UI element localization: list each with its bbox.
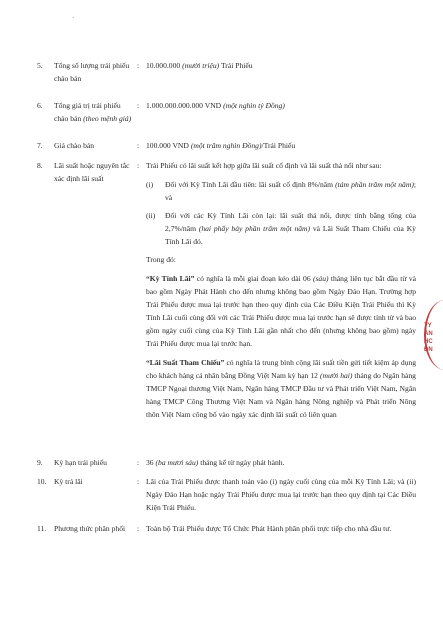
item-label: Giá chào bán (54, 141, 95, 150)
item-value: Lãi của Trái Phiếu được thanh toán vào (i) ngày cuối cùng của mỗi Kỳ Tính Lãi; và (ii) Ngày Đáo Hạn hoặc ngày Trái Phiếu được mua lại trước hạn theo quy định tại Các Điều Kiện Trái Phiếu. (146, 477, 416, 512)
item-value: Toàn bộ Trái Phiếu được Tổ Chức Phát Hành phân phối trực tiếp cho nhà đầu tư. (146, 524, 392, 533)
company-seal (420, 300, 443, 370)
item-label: Kỳ trả lãi (54, 477, 83, 486)
colon: : (137, 524, 140, 533)
intro-text: Trái Phiếu có lãi suất kết hợp giữa lãi suất cố định và lãi suất thả nổi như sau: (146, 161, 382, 170)
item-number: 11. (37, 524, 47, 533)
item-number: 7. (37, 141, 43, 150)
item-label: Phương thức phân phối (54, 524, 126, 533)
item-value: 100.000 VND (một trăm nghìn Đồng)/Trái Phiếu (146, 141, 296, 150)
sub-item-ii: (ii) Đối với các Kỳ Tính Lãi còn lại: lãi suất thả nổi, được tính bằng tổng của 2,7%/năm (hai phẩy bảy phần trăm một năm) và Lãi Suất Tham Chiếu của Kỳ Tính Lãi đó. (146, 211, 416, 246)
item-value: 1.000.000.000.000 VND (một nghìn tỷ Đồng) (146, 101, 285, 110)
item-label: Tổng số lượng trái phiếu chào bán (54, 61, 130, 83)
sub-item-i: (i) Đối với Kỳ Tính Lãi đầu tiên: lãi suất cố định 8%/năm (tám phần trăm một năm); và (146, 180, 416, 202)
item-value: 10.000.000 (mười triệu) Trái Phiếu (146, 61, 253, 70)
item-label: Tổng giá trị trái phiếu chào bán (theo mệnh giá) (54, 101, 132, 123)
sub-marker: (i) (146, 180, 154, 189)
definition-lai-suat-tham-chieu: “Lãi Suất Tham Chiếu” có nghĩa là trung bình cộng lãi suất tiền gửi tiết kiệm áp dụng cho khách hàng cá nhân bằng Đồng Việt Nam kỳ hạn 12 (mười hai) tháng do Ngân hàng TMCP Ngoại thương Việt Nam, Ngân hàng TMCP Đầu tư và Phát triển Việt Nam, Ngân hàng TMCP Công Thương Việt Nam và Ngân hàng Nông nghiệp và Phát triển Nông thôn Việt Nam công bố vào ngày xác định lãi suất có liên quan (146, 358, 417, 419)
colon: : (137, 141, 140, 150)
colon: : (137, 101, 140, 110)
scan-speck: · (72, 14, 75, 22)
item-value: 36 (ba mươi sáu) tháng kể từ ngày phát hành. (146, 458, 285, 467)
colon: : (137, 477, 140, 486)
colon: : (137, 458, 140, 467)
item-value (146, 159, 416, 421)
colon: : (137, 61, 140, 70)
seal-text: TY ẦN HC ĐN (424, 323, 433, 353)
definition-ky-tinh-lai: “Kỳ Tính Lãi” có nghĩa là mỗi giai đoạn kéo dài 06 (sáu) tháng liên tục bắt đầu từ và bao gồm Ngày Phát Hành cho đến nhưng không bao gồm Ngày Đáo Hạn. Trường hợp Trái Phiếu được mua lại trước hạn theo quy định của Các Điều Kiện Trái Phiếu thì Kỳ Tính Lãi cuối cùng đối với các Trái Phiếu được mua lại trước hạn sẽ được tính từ và bao gồm ngày cuối cùng của Kỳ Tính Lãi gần nhất cho đến (nhưng không bao gồm) ngày Trái Phiếu được mua lại trước hạn. (146, 274, 416, 348)
item-number: 10. (37, 477, 47, 486)
colon: : (137, 161, 140, 170)
item-number: 5. (37, 61, 43, 70)
item-number: 9. (37, 458, 43, 467)
trong-do-text: Trong đó: (146, 255, 176, 264)
item-number: 8. (37, 161, 43, 170)
item-label: Lãi suất hoặc nguyên tắc xác định lãi suất (54, 161, 130, 183)
item-label: Kỳ hạn trái phiếu (54, 458, 107, 467)
item-number: 6. (37, 101, 43, 110)
sub-marker: (ii) (146, 211, 156, 220)
